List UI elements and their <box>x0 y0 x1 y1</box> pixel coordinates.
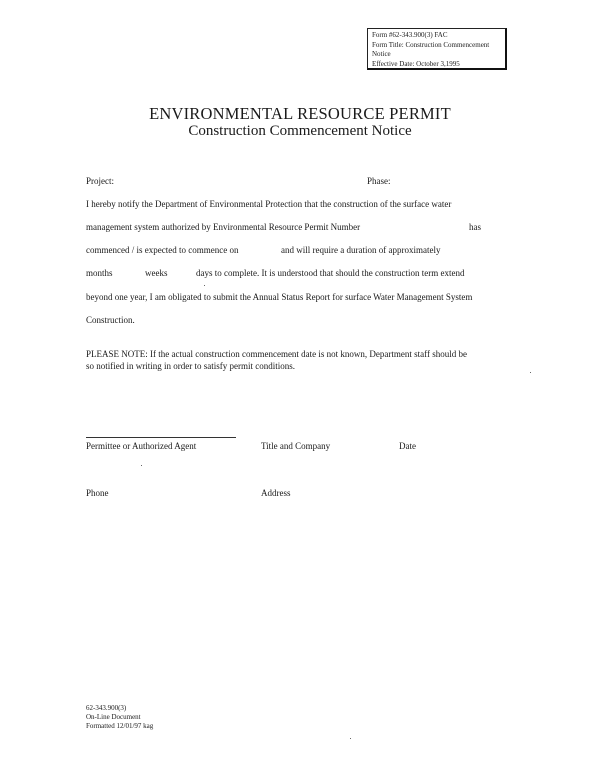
note-line-2: so notified in writing in order to satisfy permit conditions. <box>86 361 295 371</box>
page-title: ENVIRONMENTAL RESOURCE PERMIT <box>149 104 451 123</box>
signature-line <box>86 437 236 438</box>
footer-online-doc: On-Line Document <box>86 713 141 721</box>
body-line-2-end: has <box>469 222 481 232</box>
weeks-label: weeks <box>145 268 168 278</box>
project-label: Project: <box>86 176 114 186</box>
body-line-1: I hereby notify the Department of Environmental Protection that the construction of the surface water <box>86 199 452 209</box>
date-label: Date <box>399 441 416 451</box>
note-line-1: PLEASE NOTE: If the actual construction commencement date is not known, Department staff should be <box>86 349 467 359</box>
months-label: months <box>86 268 113 278</box>
body-line-2: management system authorized by Environmental Resource Permit Number <box>86 222 361 232</box>
scan-speck <box>141 465 142 466</box>
title-company-label: Title and Company <box>261 441 331 451</box>
body-line-6: Construction. <box>86 315 135 325</box>
body-line-4-end: days to complete. It is understood that should the construction term extend <box>196 268 465 278</box>
phase-label: Phase: <box>367 176 391 186</box>
phone-label: Phone <box>86 488 109 498</box>
form-info-box <box>367 28 507 70</box>
scan-speck <box>530 372 531 373</box>
scan-speck <box>350 738 351 739</box>
body-line-5: beyond one year, I am obligated to submit the Annual Status Report for surface Water Management System <box>86 292 473 302</box>
agent-label: Permittee or Authorized Agent <box>86 441 197 451</box>
effective-date: Effective Date: October 3,1995 <box>372 59 460 68</box>
body-line-3: commenced / is expected to commence on <box>86 245 239 255</box>
form-title-cont: Notice <box>372 50 391 58</box>
body-line-3-end: and will require a duration of approximately <box>281 245 441 255</box>
address-label: Address <box>261 488 291 498</box>
page-subtitle: Construction Commencement Notice <box>188 123 412 139</box>
form-number: Form #62-343.900(3) FAC <box>372 31 448 39</box>
form-title: Form Title: Construction Commencement <box>372 40 490 49</box>
scan-speck <box>204 285 205 286</box>
footer-formatted: Formatted 12/01/97 kag <box>86 722 154 730</box>
footer-form-number: 62-343.900(3) <box>86 704 127 712</box>
